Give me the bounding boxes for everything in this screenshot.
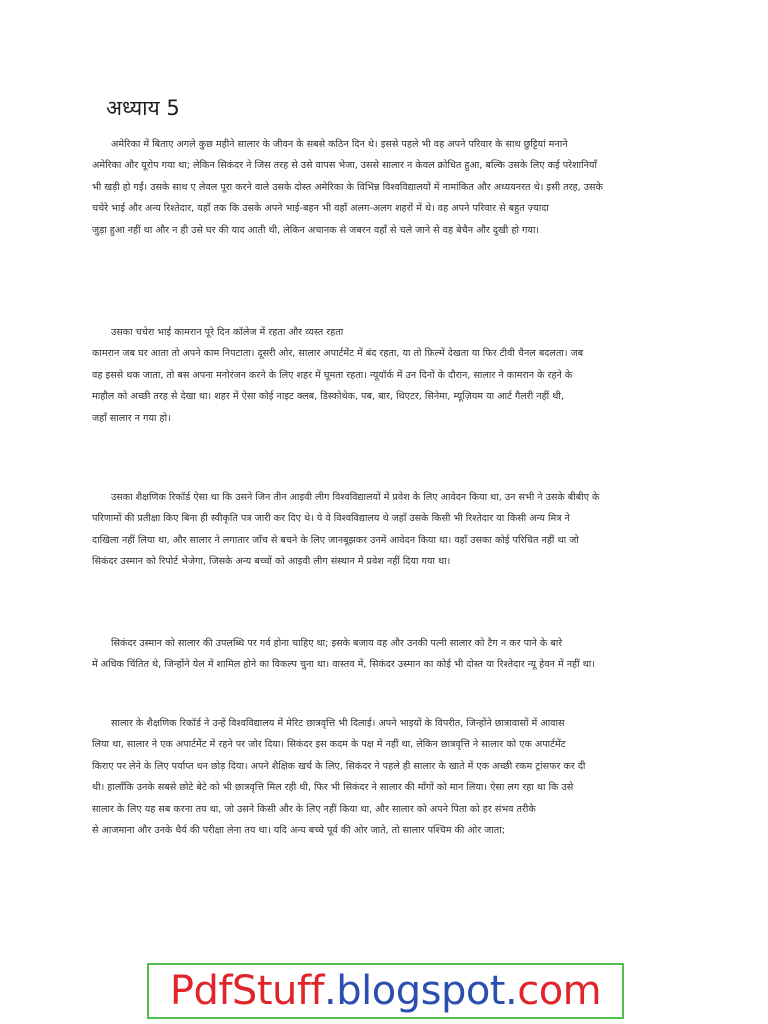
text-line: थी। हालाँकि उनके सबसे छोटे बेटे को भी छात्रवृत्ति मिल रही थी, फिर भी सिकंदर ने सालार की माँगों को मान लिया। ऐसा लग रहा था कि उसे xyxy=(92,782,574,794)
text-line: सिकंदर उस्मान को रिपोर्ट भेजेगा, जिसके अन्य बच्चों को आइवी लीग संस्थान में प्रवेश नहीं दिया गया था। xyxy=(92,556,451,568)
text-line: वह इससे थक जाता, तो बस अपना मनोरंजन करने के लिए शहर में घूमता रहता। न्यूयॉर्क में उन दिनों के दौरान, सालार ने कामरान के रहने के xyxy=(92,369,573,381)
text-line: किराए पर लेने के लिए पर्याप्त धन छोड़ दिया। अपने शैक्षिक खर्च के लिए, सिकंदर ने पहले ही सालार के खाते में एक अच्छी रकम ट्रांसफर कर दी xyxy=(92,760,586,772)
text-line: में अधिक चिंतित थे, जिन्होंने येल में शामिल होने का विकल्प चुना था। वास्तव में, सिकंदर उस्मान का कोई भी दोस्त या रिश्तेदार न्यू हेवन में नहीं था। xyxy=(92,659,595,671)
watermark-text-blogspot: blogspot xyxy=(336,968,505,1014)
text-line: सालार के शैक्षणिक रिकॉर्ड ने उन्हें विश्वविद्यालय में मेरिट छात्रवृत्ति भी दिलाई। अपने भाइयों के विपरीत, जिन्होंने छात्रावासों में आवास xyxy=(111,718,565,729)
chapter-title: अध्याय 5 xyxy=(106,96,180,120)
text-line: अमेरिका और यूरोप गया था; लेकिन सिकंदर ने जिस तरह से उसे वापस भेजा, उससे सालार न केवल क्रोधित हुआ, बल्कि उसके लिए कई परेशानियाँ xyxy=(92,160,597,172)
text-line: चचेरे भाई और अन्य रिश्तेदार, यहाँ तक कि उसके अपने भाई-बहन भी वहाँ अलग-अलग शहरों में थे। वह अपने परिवार से बहुत ज़्यादा xyxy=(92,203,549,215)
text-line: भी खड़ी हो गईं। उसके साथ ए लेवल पूरा करने वाले उसके दोस्त अमेरिका के विभिन्न विश्वविद्यालयों में नामांकित और अध्ययनरत थे। इसी तरह, उसके xyxy=(92,181,603,193)
text-line: उसका चचेरा भाई कामरान पूरे दिन कॉलेज में रहता और व्यस्त रहता xyxy=(111,327,344,338)
watermark-text-com: com xyxy=(517,968,602,1014)
text-line: दाखिला नहीं लिया था, और सालार ने लगातार जाँच से बचने के लिए जानबूझकर उनमें आवेदन किया था। वहाँ उसका कोई परिचित नहीं था जो xyxy=(92,534,579,546)
text-line: सिकंदर उस्मान को सालार की उपलब्धि पर गर्व होना चाहिए था; इसके बजाय वह और उनकी पत्नी सालार को टैग न कर पाने के बारे xyxy=(111,638,563,649)
watermark-text-stuff: Stuff xyxy=(231,968,325,1014)
watermark-text-dot: . xyxy=(324,968,337,1014)
text-line: परिणामों की प्रतीक्षा किए बिना ही स्वीकृति पत्र जारी कर दिए थे। ये वे विश्वविद्यालय थे जहाँ उसके किसी भी रिश्तेदार या किसी अन्य मित्र ने xyxy=(92,513,570,525)
paragraph xyxy=(92,633,677,676)
text-line: कामरान जब घर आता तो अपने काम निपटाता। दूसरी ओर, सालार अपार्टमेंट में बंद रहता, या तो फ़िल्में देखता या फिर टीवी चैनल बदलता। जब xyxy=(92,348,584,360)
text-line: जुड़ा हुआ नहीं था और न ही उसे घर की याद आती थी, लेकिन अचानक से जबरन वहाँ से चले जाने से वह बेचैन और दुखी हो गया। xyxy=(92,224,540,236)
text-line: से आजमाना और उनके धैर्य की परीक्षा लेना तय था। यदि अन्य बच्चे पूर्व की ओर जाते, तो सालार पश्चिम की ओर जाता; xyxy=(92,825,505,837)
watermark-logo xyxy=(147,963,624,1019)
text-line: उसका शैक्षणिक रिकॉर्ड ऐसा था कि उसने जिन तीन आइवी लीग विश्वविद्यालयों में प्रवेश के लिए आवेदन किया था, उन सभी ने उसके बीबीए के xyxy=(111,492,600,503)
watermark-text-dot-2: . xyxy=(505,968,518,1014)
text-line: लिया था, सालार ने एक अपार्टमेंट में रहने पर जोर दिया। सिकंदर इस कदम के पक्ष में नहीं था, लेकिन छात्रवृत्ति ने सालार को एक अपार्टमेंट xyxy=(92,739,566,751)
text-line: सालार के लिए यह सब करना तय था, जो उसने किसी और के लिए नहीं किया था, और सालार को अपने पिता को हर संभव तरीके xyxy=(92,803,536,815)
text-line: अमेरिका में बिताए अगले कुछ महीने सालार के जीवन के सबसे कठिन दिन थे। इससे पहले भी वह अपने परिवार के साथ छुट्टियां मनाने xyxy=(111,139,568,150)
text-line: जहाँ सालार न गया हो। xyxy=(92,412,171,424)
text-line: माहौल को अच्छी तरह से देखा था। शहर में ऐसा कोई नाइट क्लब, डिस्कोथेक, पब, बार, थिएटर, सिनेमा, म्यूज़ियम या आर्ट गैलरी नहीं थी, xyxy=(92,391,564,403)
watermark-text-pdf: Pdf xyxy=(169,968,232,1014)
paragraph xyxy=(92,134,677,241)
paragraph xyxy=(92,322,677,429)
paragraph xyxy=(92,713,677,841)
paragraph xyxy=(92,487,677,573)
